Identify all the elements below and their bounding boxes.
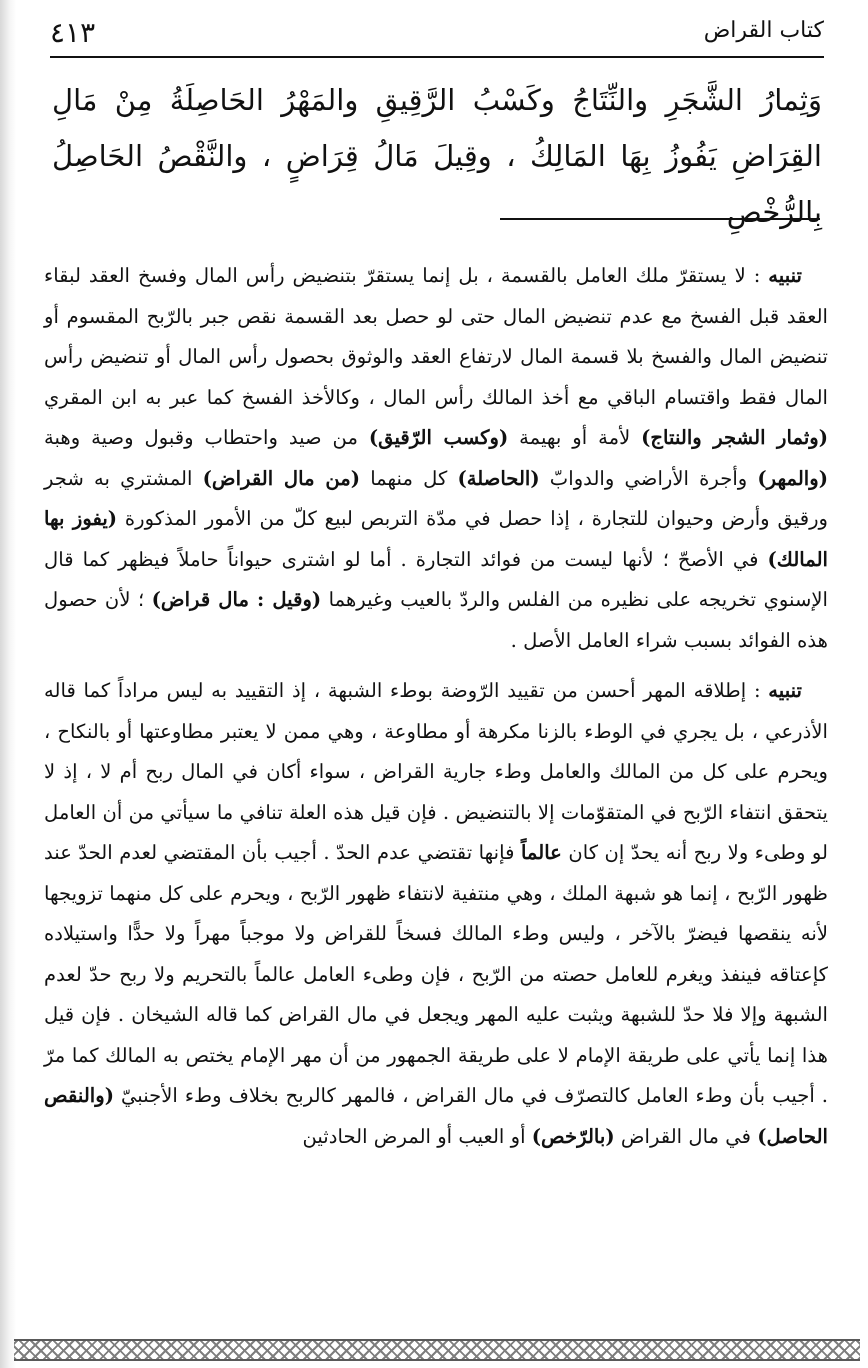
matn-quote: (والنقص الحاصل) [44, 1084, 828, 1148]
commentary-paragraph-2 [44, 671, 828, 1157]
tanbih-label: تنبيه [768, 264, 802, 287]
commentary-text: في مال القراض [614, 1124, 758, 1148]
matn-quote: (وقيل : مال قراض) [151, 588, 322, 611]
matn-quote: (وثمار الشجر والنتاج) [641, 426, 829, 449]
matn-text-block [52, 72, 822, 240]
commentary-text: : لا يستقرّ ملك العامل بالقسمة ، بل إنما يستقرّ بتنضيض رأس المال وفسخ العقد لبقاء العقد قبل الفسخ مع عدم تنضيض المال حتى لو حصل بعد القسمة نقص جبر بالرّبح المقسوم أو تنضيض المال والفسخ بلا قسمة المال لارتفاع العقد والوثوق بحصول رأس المال أو تنضيض رأس المال فقط واقتسام الباقي مع أخذ المالك رأس المال ، وكالأخذ الفسخ كما عبر به ابن المقري [44, 264, 828, 409]
emphasis-word: عالماً [520, 841, 562, 864]
separator-rule [500, 218, 820, 220]
matn-quote: (من مال القراض) [202, 466, 361, 490]
commentary-text: المشتري به شجر ورقيق وأرض وحيوان للتجارة ، إذا حصل في مدّة التربص لبيع كلّ من الأمور المذكورة [44, 466, 828, 530]
matn-quote: (بالرّخص) [531, 1124, 615, 1148]
page-header [50, 14, 824, 54]
commentary-text: من صيد واحتطاب وقبول وصية وهبة [44, 426, 369, 449]
commentary-paragraph-1 [44, 256, 828, 661]
commentary-text: لأمة أو بهيمة [508, 426, 642, 449]
commentary-text: : إطلاقه المهر أحسن من تقييد الرّوضة بوطء الشبهة ، إذ التقييد به ليس مراداً كما قاله الأذرعي ، بل يجري في الوطء بالزنا مكرهة أو مطاوعة ، وهي ممن لا يعتبر مطاوعتها أو بالنكاح ، ويحرم على كل من المالك والعامل وطء جارية القراض ، سواء أكان في المال ربح أم لا ، إذ لا يتحقق انتفاء الرّبح في المتقوّمات إلا بالتنضيض . فإن قيل هذه العلة تنافي ما سيأتي من أن العامل لو وطىء ولا ربح أنه يحدّ إن كان [44, 679, 828, 864]
commentary-text: وأجرة الأراضي والدوابّ [539, 466, 758, 490]
header-rule [50, 56, 824, 58]
matn-quote: (يفوز بها المالك) [44, 507, 828, 571]
matn-quote: (وكسب الرّقيق) [368, 426, 509, 449]
decorative-border [14, 1339, 860, 1361]
commentary-text: فإنها تقتضي عدم الحدّ . أجيب بأن المقتضي لعدم الحدّ عند ظهور الرّبح ، إنما هو شبهة الملك ، وهي منتفية لانتفاء ظهور الرّبح ، ويحرم على كل منهما تزويجها لأنه ينقصها فيضرّ بالآخر ، وليس وطء المالك فسخاً للقراض ولا موجباً مهراً ولا حدًّا واستيلاده كإعتاقه فينفذ ويغرم للعامل حصته من الرّبح ، فإن وطىء العامل عالماً بالتحريم ولا ربح حدّ لعدم الشبهة وإلا فلا حدّ للشبهة ويثبت عليه المهر ويجعل في مال القراض كما قاله الشيخان . فإن قيل هذا إنما يأتي على طريقة الإمام لا على طريقة الجمهور من أن مهر الإمام يختص به المالك كما مرّ . أجيب بأن وطء العامل كالتصرّف في مال القراض ، فالمهر كالربح بخلاف وطء الأجنبيّ [44, 841, 828, 1107]
commentary-text: ؛ لأن حصول هذه الفوائد بسبب شراء العامل الأصل . [44, 588, 828, 652]
matn-quote: (والمهر) [757, 466, 828, 490]
commentary-text: كل منهما [360, 466, 458, 490]
tanbih-label: تنبيه [768, 679, 802, 702]
matn-paragraph: وَثِمارُ الشَّجَرِ والنِّتَاجُ وكَسْبُ الرَّقِيقِ والمَهْرُ الحَاصِلَةُ مِنْ مَالِ القِرَاضِ يَفُوزُ بِهَا المَالِكُ ، وقِيلَ مَالُ قِرَاضٍ ، والنَّقْصُ الحَاصِلُ بِالرُّخْصِ [52, 83, 822, 229]
page-edge-shadow [0, 0, 16, 1368]
matn-quote: (الحاصلة) [457, 466, 540, 490]
running-title: كتاب القراض [703, 18, 824, 43]
commentary-text: في الأصحّ ؛ لأنها ليست من فوائد التجارة . أما لو اشترى حيواناً حاملاً فيظهر كما قال الإسنوي تخريجه على نظيره من الفلس والردّ بالعيب وغيرهما [44, 547, 828, 611]
commentary-block [44, 256, 828, 1157]
page-number: ٤١٣ [50, 16, 96, 49]
commentary-text: أو العيب أو المرض الحادثين [302, 1124, 532, 1148]
